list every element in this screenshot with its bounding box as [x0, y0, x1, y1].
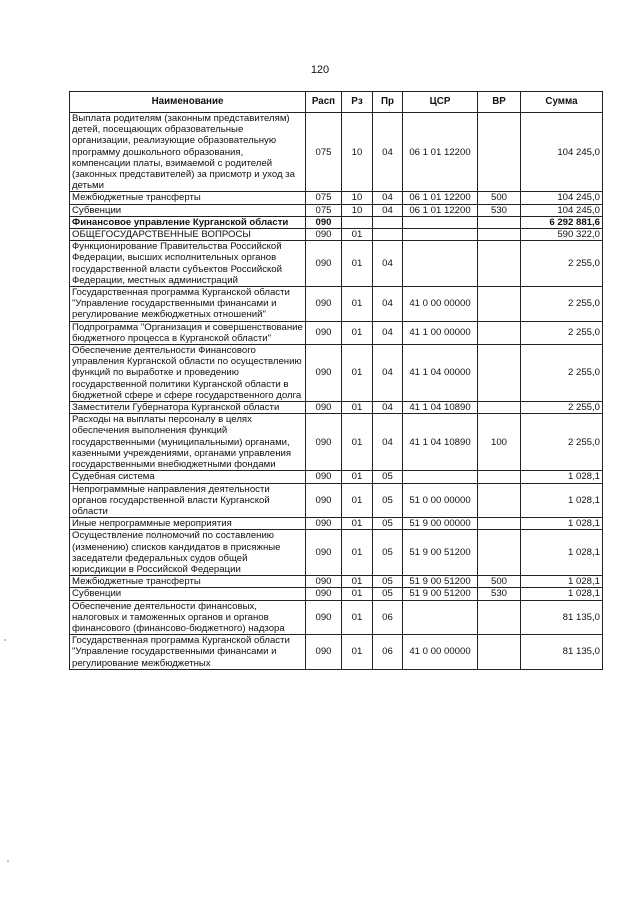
cell-rasp: 090	[306, 216, 342, 228]
cell-csr: 41 0 00 00000	[403, 635, 478, 670]
table-row	[70, 216, 603, 228]
header-name: Наименование	[70, 92, 306, 113]
cell-rasp: 090	[306, 483, 342, 518]
cell-pr: 05	[373, 588, 403, 600]
cell-pr: 05	[373, 530, 403, 576]
page-number: 120	[310, 64, 330, 76]
table-row	[70, 483, 603, 518]
cell-rasp: 090	[306, 287, 342, 322]
table-header-row	[70, 92, 603, 113]
header-rasp: Расп	[306, 92, 342, 113]
cell-rz: 10	[342, 192, 373, 204]
table-row	[70, 204, 603, 216]
cell-rasp: 090	[306, 600, 342, 635]
cell-sum: 2 255,0	[521, 287, 603, 322]
cell-vr	[478, 113, 521, 192]
cell-rasp: 075	[306, 204, 342, 216]
cell-name: Государственная программа Курганской области "Управление государственными финансами и регулирование межбюджетных отношений"	[70, 287, 306, 322]
cell-sum: 2 255,0	[521, 241, 603, 287]
cell-vr	[478, 345, 521, 402]
cell-sum: 1 028,1	[521, 576, 603, 588]
cell-name: Финансовое управление Курганской области	[70, 216, 306, 228]
cell-rz	[342, 216, 373, 228]
cell-vr	[478, 402, 521, 414]
cell-sum: 1 028,1	[521, 588, 603, 600]
cell-sum: 2 255,0	[521, 402, 603, 414]
cell-rz: 01	[342, 414, 373, 471]
cell-rz: 01	[342, 229, 373, 241]
cell-vr	[478, 471, 521, 483]
cell-vr: 500	[478, 192, 521, 204]
cell-rz: 01	[342, 241, 373, 287]
cell-pr: 04	[373, 402, 403, 414]
table-row	[70, 530, 603, 576]
cell-csr	[403, 241, 478, 287]
cell-name: Непрограммные направления деятельности органов государственной власти Курганской области	[70, 483, 306, 518]
cell-pr	[373, 216, 403, 228]
cell-pr: 05	[373, 471, 403, 483]
cell-vr	[478, 229, 521, 241]
table-row	[70, 402, 603, 414]
header-sum: Сумма	[521, 92, 603, 113]
cell-sum: 81 135,0	[521, 600, 603, 635]
cell-pr: 04	[373, 204, 403, 216]
scan-speck	[4, 639, 6, 641]
cell-vr	[478, 216, 521, 228]
cell-sum: 2 255,0	[521, 414, 603, 471]
cell-sum: 2 255,0	[521, 345, 603, 402]
cell-rasp: 090	[306, 576, 342, 588]
cell-name: Выплата родителям (законным представителям) детей, посещающих образовательные организации, реализующие образовательную программу дошкольного образования, компенсации платы, взимаемой с родителей (законных представителей) за присмотр и уход за детьми	[70, 113, 306, 192]
cell-rasp: 090	[306, 530, 342, 576]
cell-rz: 10	[342, 113, 373, 192]
cell-name: Субвенции	[70, 204, 306, 216]
cell-rasp: 075	[306, 113, 342, 192]
cell-name: Подпрограмма "Организация и совершенствование бюджетного процесса в Курганской области"	[70, 321, 306, 344]
cell-rz: 01	[342, 287, 373, 322]
cell-pr: 05	[373, 576, 403, 588]
cell-pr: 06	[373, 600, 403, 635]
cell-sum: 590 322,0	[521, 229, 603, 241]
cell-vr	[478, 530, 521, 576]
cell-csr: 51 0 00 00000	[403, 483, 478, 518]
cell-rasp: 075	[306, 192, 342, 204]
cell-pr: 06	[373, 635, 403, 670]
table-row	[70, 588, 603, 600]
cell-rz: 01	[342, 345, 373, 402]
cell-vr: 530	[478, 204, 521, 216]
table-row	[70, 192, 603, 204]
cell-rz: 01	[342, 530, 373, 576]
budget-table	[69, 91, 603, 670]
cell-name: Обеспечение деятельности финансовых, налоговых и таможенных органов и органов финансового (финансово-бюджетного) надзора	[70, 600, 306, 635]
cell-sum: 104 245,0	[521, 204, 603, 216]
cell-csr: 51 9 00 51200	[403, 576, 478, 588]
cell-pr: 05	[373, 483, 403, 518]
cell-name: Государственная программа Курганской области "Управление государственными финансами и регулирование межбюджетных	[70, 635, 306, 670]
cell-rasp: 090	[306, 345, 342, 402]
cell-sum: 1 028,1	[521, 483, 603, 518]
cell-rz: 01	[342, 471, 373, 483]
header-rz: Рз	[342, 92, 373, 113]
cell-sum: 104 245,0	[521, 192, 603, 204]
cell-name: Судебная система	[70, 471, 306, 483]
cell-name: Межбюджетные трансферты	[70, 576, 306, 588]
cell-csr	[403, 216, 478, 228]
cell-vr	[478, 483, 521, 518]
cell-csr: 51 9 00 51200	[403, 588, 478, 600]
table-row	[70, 113, 603, 192]
cell-csr: 41 0 00 00000	[403, 287, 478, 322]
header-pr: Пр	[373, 92, 403, 113]
cell-rz: 01	[342, 483, 373, 518]
cell-name: Субвенции	[70, 588, 306, 600]
cell-rz: 01	[342, 635, 373, 670]
cell-rasp: 090	[306, 402, 342, 414]
cell-name: Межбюджетные трансферты	[70, 192, 306, 204]
cell-vr: 100	[478, 414, 521, 471]
cell-sum: 81 135,0	[521, 635, 603, 670]
table-row	[70, 321, 603, 344]
cell-name: Заместители Губернатора Курганской области	[70, 402, 306, 414]
cell-rz: 01	[342, 600, 373, 635]
cell-rasp: 090	[306, 471, 342, 483]
table-row	[70, 345, 603, 402]
cell-rz: 10	[342, 204, 373, 216]
cell-csr: 51 9 00 00000	[403, 518, 478, 530]
cell-pr: 04	[373, 113, 403, 192]
cell-csr: 41 1 04 10890	[403, 414, 478, 471]
cell-pr: 05	[373, 518, 403, 530]
cell-csr	[403, 229, 478, 241]
cell-pr: 04	[373, 321, 403, 344]
cell-csr: 41 1 00 00000	[403, 321, 478, 344]
cell-csr: 06 1 01 12200	[403, 113, 478, 192]
cell-rasp: 090	[306, 518, 342, 530]
cell-csr: 41 1 04 00000	[403, 345, 478, 402]
cell-rasp: 090	[306, 241, 342, 287]
cell-rz: 01	[342, 321, 373, 344]
cell-sum: 1 028,1	[521, 530, 603, 576]
cell-vr: 530	[478, 588, 521, 600]
table-row	[70, 518, 603, 530]
cell-sum: 1 028,1	[521, 471, 603, 483]
cell-rasp: 090	[306, 635, 342, 670]
table-row	[70, 576, 603, 588]
cell-rz: 01	[342, 588, 373, 600]
cell-csr	[403, 600, 478, 635]
cell-sum: 1 028,1	[521, 518, 603, 530]
cell-rz: 01	[342, 402, 373, 414]
cell-vr: 500	[478, 576, 521, 588]
cell-csr: 41 1 04 10890	[403, 402, 478, 414]
cell-name: Расходы на выплаты персоналу в целях обеспечения выполнения функций государственными (муниципальными) органами, казенными учреждениями, органами управления государственными внебюджетными фондами	[70, 414, 306, 471]
cell-pr: 04	[373, 414, 403, 471]
cell-name: ОБЩЕГОСУДАРСТВЕННЫЕ ВОПРОСЫ	[70, 229, 306, 241]
cell-vr	[478, 600, 521, 635]
cell-pr: 04	[373, 241, 403, 287]
cell-rasp: 090	[306, 414, 342, 471]
table-row	[70, 635, 603, 670]
header-vr: ВР	[478, 92, 521, 113]
cell-pr: 04	[373, 345, 403, 402]
table-row	[70, 229, 603, 241]
table-row	[70, 414, 603, 471]
table-row	[70, 287, 603, 322]
scan-speck	[7, 860, 9, 862]
cell-vr	[478, 635, 521, 670]
cell-sum: 6 292 881,6	[521, 216, 603, 228]
cell-csr: 06 1 01 12200	[403, 204, 478, 216]
cell-vr	[478, 287, 521, 322]
cell-csr	[403, 471, 478, 483]
cell-name: Обеспечение деятельности Финансового управления Курганской области по осуществлению функций по выработке и проведению государственной политики Курганской области в бюджетной сфере и сфере государственного долга	[70, 345, 306, 402]
cell-rasp: 090	[306, 229, 342, 241]
cell-rasp: 090	[306, 588, 342, 600]
cell-csr: 06 1 01 12200	[403, 192, 478, 204]
cell-name: Осуществление полномочий по составлению (изменению) списков кандидатов в присяжные заседатели федеральных судов общей юрисдикции в Российской Федерации	[70, 530, 306, 576]
cell-name: Иные непрограммные мероприятия	[70, 518, 306, 530]
cell-vr	[478, 518, 521, 530]
cell-sum: 104 245,0	[521, 113, 603, 192]
cell-rz: 01	[342, 518, 373, 530]
cell-pr: 04	[373, 192, 403, 204]
cell-pr	[373, 229, 403, 241]
table-row	[70, 600, 603, 635]
cell-csr: 51 9 00 51200	[403, 530, 478, 576]
cell-pr: 04	[373, 287, 403, 322]
cell-sum: 2 255,0	[521, 321, 603, 344]
table-row	[70, 471, 603, 483]
cell-vr	[478, 241, 521, 287]
header-csr: ЦСР	[403, 92, 478, 113]
cell-rasp: 090	[306, 321, 342, 344]
cell-name: Функционирование Правительства Российской Федерации, высших исполнительных органов государственной власти субъектов Российской Федерации, местных администраций	[70, 241, 306, 287]
table-row	[70, 241, 603, 287]
cell-rz: 01	[342, 576, 373, 588]
cell-vr	[478, 321, 521, 344]
